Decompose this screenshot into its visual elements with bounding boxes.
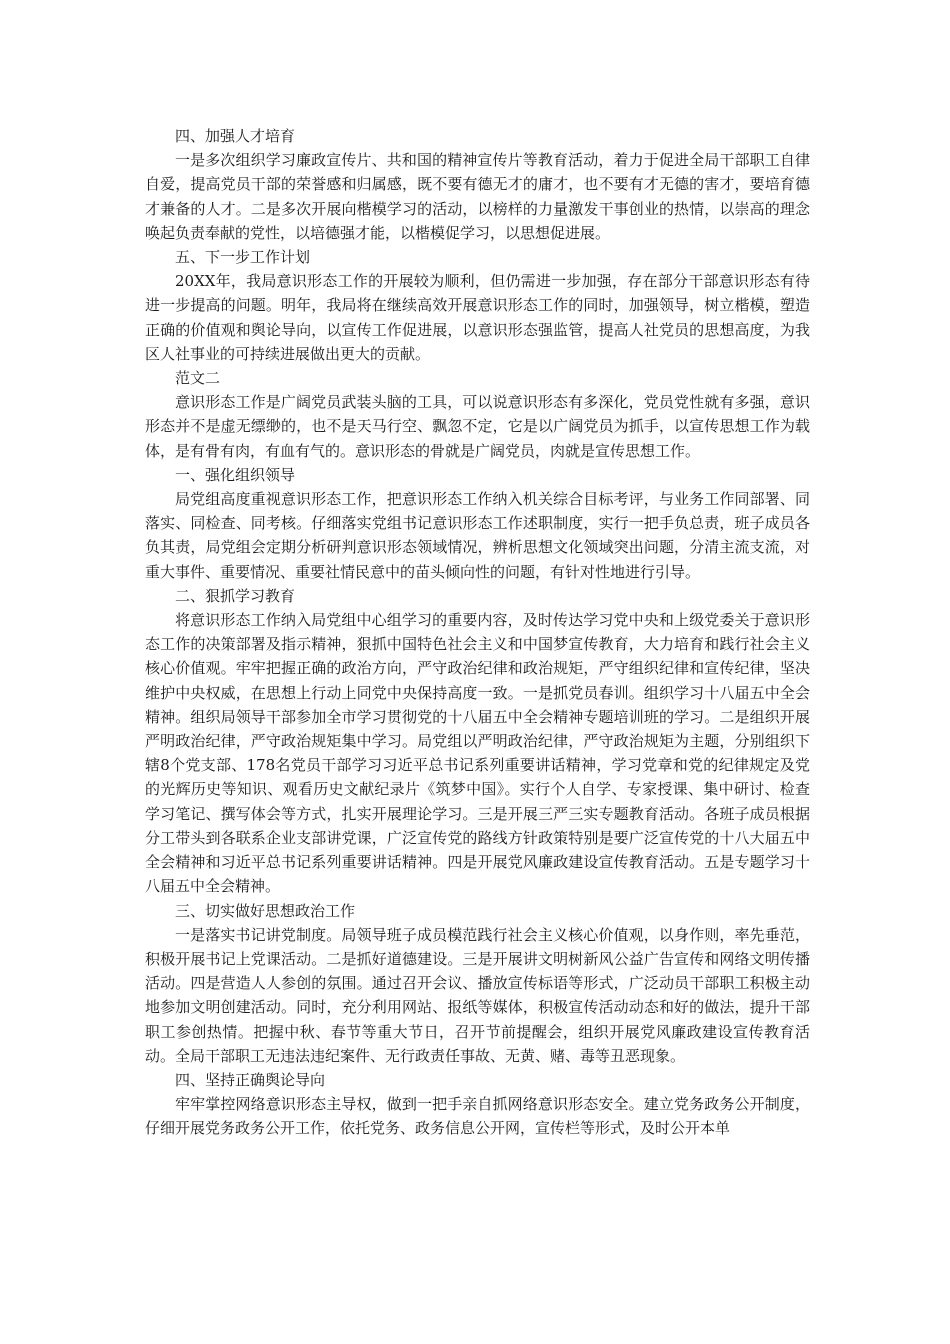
- section-heading: 二、狠抓学习教育: [175, 586, 296, 605]
- paragraph: 一是多次组织学习廉政宣传片、共和国的精神宣传片等教育活动，着力于促进全局干部职工自律自爱，提高党员干部的荣誉感和归属感，既不要有德无才的庸才，也不要有才无德的害才，要培育德才兼备的人才。二是多次开展向楷模学习的活动，以榜样的力量激发干事创业的热情，以崇高的理念唤起负责奉献的党性，以培德强才能，以楷模促学习，以思想促进展。: [145, 151, 810, 242]
- document-page: [145, 124, 810, 1141]
- paragraph: 20XX年，我局意识形态工作的开展较为顺利，但仍需进一步加强，存在部分干部意识形态有待进一步提高的问题。明年，我局将在继续高效开展意识形态工作的同时，加强领导，树立楷模，塑造正确的价值观和舆论导向，以宣传工作促进展，以意识形态强监管，提高人社党员的思想高度，为我区人社事业的可持续进展做出更大的贡献。: [145, 272, 810, 363]
- paragraph: 局党组高度重视意识形态工作，把意识形态工作纳入机关综合目标考评，与业务工作同部署、同落实、同检查、同考核。仔细落实党组书记意识形态工作述职制度，实行一把手负总责，班子成员各负其责，局党组会定期分析研判意识形态领域情况，辨析思想文化领域突出问题，分清主流支流，对重大事件、重要情况、重要社情民意中的苗头倾向性的问题，有针对性地进行引导。: [145, 490, 810, 581]
- section-heading: 范文二: [175, 369, 221, 388]
- section-heading: 三、切实做好思想政治工作: [175, 901, 356, 920]
- paragraph: 牢牢掌控网络意识形态主导权，做到一把手亲自抓网络意识形态安全。建立党务政务公开制度，仔细开展党务政务公开工作，依托党务、政务信息公开网，宣传栏等形式，及时公开本单: [145, 1095, 810, 1138]
- section-heading: 五、下一步工作计划: [175, 248, 311, 267]
- section-heading: 四、坚持正确舆论导向: [175, 1070, 326, 1089]
- section-heading: 四、加强人才培育: [175, 127, 296, 145]
- paragraph: 一是落实书记讲党制度。局领导班子成员模范践行社会主义核心价值观，以身作则，率先垂范，积极开展书记上党课活动。二是抓好道德建设。三是开展讲文明树新风公益广告宣传和网络文明传播活动。四是营造人人参创的氛围。通过召开会议、播放宣传标语等形式，广泛动员干部职工积极主动地参加文明创建活动。同时，充分利用网站、报纸等媒体，积极宣传活动动态和好的做法，提升干部职工参创热情。把握中秋、春节等重大节日，召开节前提醒会，组织开展党风廉政建设宣传教育活动。全局干部职工无违法违纪案件、无行政责任事故、无黄、赌、毒等丑恶现象。: [145, 925, 810, 1065]
- paragraph: 意识形态工作是广阔党员武装头脑的工具，可以说意识形态有多深化，党员党性就有多强，意识形态并不是虚无缥缈的，也不是天马行空、飘忽不定，它是以广阔党员为抓手，以宣传思想工作为载体，是有骨有肉，有血有气的。意识形态的骨就是广阔党员，肉就是宣传思想工作。: [145, 393, 810, 460]
- paragraph: 将意识形态工作纳入局党组中心组学习的重要内容，及时传达学习党中央和上级党委关于意识形态工作的决策部署及指示精神，狠抓中国特色社会主义和中国梦宣传教育，大力培育和践行社会主义核心价值观。牢牢把握正确的政治方向，严守政治纪律和政治规矩，严守组织纪律和宣传纪律，坚决维护中央权威，在思想上行动上同党中央保持高度一致。一是抓党员春训。组织学习十八届五中全会精神。组织局领导干部参加全市学习贯彻党的十八届五中全会精神专题培训班的学习。二是组织开展严明政治纪律，严守政治规矩集中学习。局党组以严明政治纪律，严守政治规矩为主题，分别组织下辖8个党支部、178名党员干部学习习近平总书记系列重要讲话精神，学习党章和党的纪律规定及党的光辉历史等知识、观看历史文献纪录片《筑梦中国》。实行个人自学、专家授课、集中研讨、检查学习笔记、撰写体会等方式，扎实开展理论学习。三是开展三严三实专题教育活动。各班子成员根据分工带头到各联系企业支部讲党课，广泛宣传党的路线方针政策特别是要广泛宣传党的十八大届五中全会精神和习近平总书记系列重要讲话精神。四是开展党风廉政建设宣传教育活动。五是专题学习十八届五中全会精神。: [145, 611, 810, 896]
- section-heading: 一、强化组织领导: [175, 465, 296, 484]
